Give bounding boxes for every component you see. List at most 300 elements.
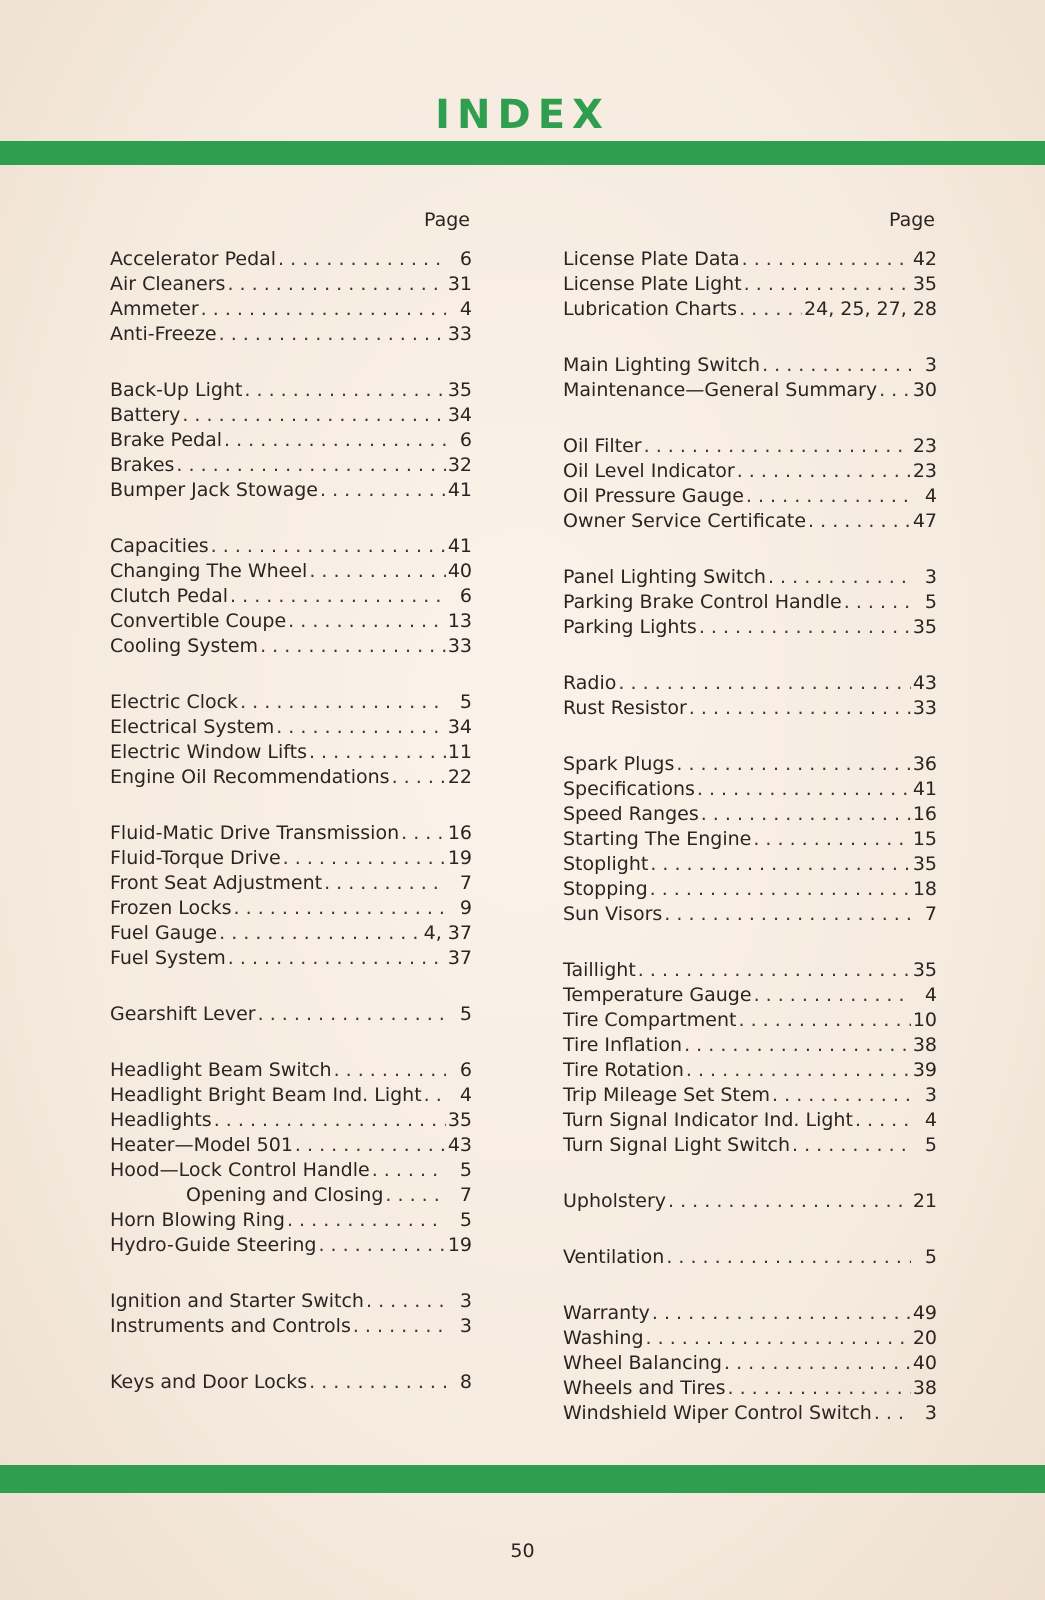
entry-label: Warranty	[563, 1302, 650, 1324]
dot-leader	[879, 378, 911, 403]
dot-leader	[385, 1183, 446, 1208]
dot-leader	[753, 827, 910, 852]
entry-label: Oil Level Indicator	[563, 460, 735, 482]
index-group	[110, 1370, 472, 1395]
index-entry	[563, 272, 937, 297]
index-entry	[563, 509, 937, 534]
index-group	[563, 247, 937, 322]
index-entry	[563, 1245, 937, 1270]
index-group	[563, 671, 937, 721]
dot-leader	[334, 1058, 446, 1083]
index-entry	[563, 1326, 937, 1351]
entry-label: Electric Window Lifts	[110, 741, 307, 763]
index-entry	[563, 615, 937, 640]
entry-label: Stopping	[563, 878, 648, 900]
index-entry	[110, 1208, 472, 1233]
index-entry	[110, 1083, 472, 1108]
index-entry	[110, 453, 472, 478]
index-entry	[110, 297, 472, 322]
dot-leader	[744, 272, 911, 297]
index-entry	[563, 671, 937, 696]
entry-label: Windshield Wiper Control Switch	[563, 1402, 872, 1424]
page-title: INDEX	[435, 92, 610, 138]
entry-label: Accelerator Pedal	[110, 248, 277, 270]
dot-leader	[353, 1314, 446, 1339]
left-page-header: Page	[424, 209, 470, 231]
entry-page: 4, 37	[423, 922, 472, 944]
dot-leader	[650, 877, 911, 902]
dot-leader	[309, 1370, 446, 1395]
entry-label: Gearshift Lever	[110, 1003, 256, 1025]
index-entry	[110, 1314, 472, 1339]
index-group	[563, 1189, 937, 1214]
index-entry	[110, 846, 472, 871]
entry-page: 34	[447, 404, 472, 426]
dot-leader	[227, 272, 445, 297]
dot-leader	[230, 584, 446, 609]
entry-label: Maintenance—General Summary	[563, 379, 878, 401]
index-entry	[110, 403, 472, 428]
index-entry	[563, 1083, 937, 1108]
dot-leader	[754, 983, 911, 1008]
entry-label: Changing The Wheel	[110, 560, 308, 582]
entry-page: 43	[912, 672, 937, 694]
entry-page: 6	[459, 585, 472, 607]
entry-label: Fuel Gauge	[110, 922, 218, 944]
entry-page: 7	[924, 903, 937, 925]
entry-page: 21	[912, 1190, 937, 1212]
index-entry	[563, 852, 937, 877]
dot-leader	[701, 802, 911, 827]
dot-leader	[742, 247, 911, 272]
index-entry	[563, 1401, 937, 1426]
index-entry	[110, 428, 472, 453]
entry-page: 5	[924, 1246, 937, 1268]
entry-page: 5	[459, 691, 472, 713]
dot-leader	[278, 247, 446, 272]
entry-label: Tire Compartment	[563, 1009, 737, 1031]
entry-page: 7	[459, 872, 472, 894]
entry-label: Oil Pressure Gauge	[563, 485, 744, 507]
entry-page: 5	[459, 1209, 472, 1231]
dot-leader	[401, 821, 446, 846]
entry-label: Electrical System	[110, 716, 275, 738]
entry-page: 22	[447, 766, 472, 788]
entry-label: Heater—Model 501	[110, 1134, 293, 1156]
index-entry	[110, 896, 472, 921]
index-entry	[563, 696, 937, 721]
entry-label: Engine Oil Recommendations	[110, 766, 390, 788]
entry-label: Temperature Gauge	[563, 984, 752, 1006]
index-entry	[110, 740, 472, 765]
index-group	[110, 1289, 472, 1339]
dot-leader	[646, 1326, 911, 1351]
bottom-green-band	[0, 1465, 1045, 1493]
entry-label: Convertible Coupe	[110, 610, 287, 632]
index-entry	[110, 534, 472, 559]
entry-page: 38	[912, 1034, 937, 1056]
entry-page: 10	[912, 1009, 937, 1031]
index-entry	[110, 821, 472, 846]
dot-leader	[295, 1133, 446, 1158]
dot-leader	[240, 690, 446, 715]
index-entry	[110, 1108, 472, 1133]
index-entry	[110, 1058, 472, 1083]
index-group	[563, 353, 937, 403]
dot-leader	[666, 1245, 911, 1270]
dot-leader	[424, 1083, 446, 1108]
entry-page: 35	[912, 616, 937, 638]
index-entry	[563, 247, 937, 272]
entry-label: Radio	[563, 672, 617, 694]
dot-leader	[737, 459, 911, 484]
index-entry	[110, 1002, 472, 1027]
entry-page: 37	[447, 947, 472, 969]
entry-page: 9	[459, 897, 472, 919]
entry-page: 41	[447, 479, 472, 501]
entry-label: Front Seat Adjustment	[110, 872, 323, 894]
dot-leader	[874, 1401, 911, 1426]
index-group	[110, 1058, 472, 1258]
entry-page: 5	[924, 1134, 937, 1156]
entry-page: 32	[447, 454, 472, 476]
index-entry	[563, 827, 937, 852]
dot-leader	[652, 1301, 911, 1326]
entry-page: 3	[924, 566, 937, 588]
index-group	[563, 1245, 937, 1270]
index-entry	[110, 1158, 472, 1183]
entry-label: Fuel System	[110, 947, 226, 969]
entry-label: Rust Resistor	[563, 697, 687, 719]
left-index-column	[110, 205, 472, 1426]
dot-leader	[699, 615, 911, 640]
index-entry	[563, 484, 937, 509]
index-entry	[563, 378, 937, 403]
dot-leader	[258, 1002, 446, 1027]
index-entry	[563, 1033, 937, 1058]
entry-page: 4	[459, 1084, 472, 1106]
dot-leader	[182, 403, 445, 428]
entry-label: Capacities	[110, 535, 209, 557]
entry-label: Panel Lighting Switch	[563, 566, 766, 588]
entry-page: 49	[912, 1302, 937, 1324]
index-entry	[110, 322, 472, 347]
index-entry	[110, 478, 472, 503]
entry-page: 4	[924, 1109, 937, 1131]
entry-label: Keys and Door Locks	[110, 1371, 308, 1393]
index-entry	[110, 378, 472, 403]
index-entry	[563, 752, 937, 777]
entry-page: 3	[924, 1402, 937, 1424]
entry-label: Brake Pedal	[110, 429, 222, 451]
dot-leader	[618, 671, 910, 696]
index-entry	[563, 983, 937, 1008]
index-entry	[110, 634, 472, 659]
dot-leader	[392, 765, 446, 790]
index-entry	[110, 272, 472, 297]
index-entry	[563, 877, 937, 902]
index-entry	[110, 1183, 472, 1208]
dot-leader	[276, 715, 446, 740]
entry-label: Back-Up Light	[110, 379, 243, 401]
dot-leader	[728, 1376, 911, 1401]
entry-label: Instruments and Controls	[110, 1315, 351, 1337]
dot-leader	[844, 590, 911, 615]
entry-label: Frozen Locks	[110, 897, 232, 919]
entry-page: 42	[912, 248, 937, 270]
index-entry	[110, 690, 472, 715]
entry-page: 3	[459, 1315, 472, 1337]
dot-leader	[668, 1189, 911, 1214]
entry-page: 5	[459, 1159, 472, 1181]
entry-label: Trip Mileage Set Stem	[563, 1084, 771, 1106]
entry-page: 6	[459, 429, 472, 451]
index-entry	[563, 1376, 937, 1401]
entry-label: Headlight Beam Switch	[110, 1059, 332, 1081]
entry-label: Ammeter	[110, 298, 199, 320]
right-page-header: Page	[889, 209, 935, 231]
entry-page: 34	[447, 716, 472, 738]
index-entry	[563, 1058, 937, 1083]
index-entry	[563, 902, 937, 927]
top-green-band	[0, 141, 1045, 165]
index-entry	[110, 1289, 472, 1314]
index-entry	[110, 559, 472, 584]
entry-label: Hydro-Guide Steering	[110, 1234, 317, 1256]
entry-page: 30	[912, 379, 937, 401]
index-entry	[110, 715, 472, 740]
left-index-list	[110, 247, 472, 1395]
dot-leader	[366, 1289, 446, 1314]
entry-page: 11	[447, 741, 472, 763]
entry-label: Turn Signal Indicator Ind. Light	[563, 1109, 853, 1131]
index-entry	[563, 353, 937, 378]
entry-label: Upholstery	[563, 1190, 667, 1212]
index-entry	[563, 1189, 937, 1214]
index-entry	[110, 1233, 472, 1258]
dot-leader	[664, 902, 911, 927]
dot-leader	[772, 1083, 911, 1108]
dot-leader	[762, 353, 911, 378]
entry-page: 38	[912, 1377, 937, 1399]
index-entry	[563, 802, 937, 827]
dot-leader	[724, 1351, 911, 1376]
index-entry	[110, 1370, 472, 1395]
entry-page: 35	[447, 1109, 472, 1131]
dot-leader	[697, 777, 911, 802]
index-entry	[563, 590, 937, 615]
dot-leader	[283, 846, 446, 871]
entry-label: Parking Brake Control Handle	[563, 591, 842, 613]
entry-page: 7	[459, 1184, 472, 1206]
entry-page: 33	[447, 323, 472, 345]
dot-leader	[320, 478, 446, 503]
entry-label: Spark Plugs	[563, 753, 675, 775]
entry-page: 19	[447, 1234, 472, 1256]
entry-label: Washing	[563, 1327, 644, 1349]
dot-leader	[738, 1008, 910, 1033]
dot-leader	[650, 852, 911, 877]
entry-page: 3	[924, 354, 937, 376]
entry-page: 4	[924, 485, 937, 507]
index-entry	[110, 584, 472, 609]
entry-page: 23	[912, 435, 937, 457]
index-group	[563, 565, 937, 640]
entry-page: 3	[924, 1084, 937, 1106]
index-entry	[110, 765, 472, 790]
entry-label: Hood—Lock Control Handle	[110, 1159, 370, 1181]
dot-leader	[318, 1233, 445, 1258]
dot-leader	[689, 696, 911, 721]
entry-label: Parking Lights	[563, 616, 697, 638]
entry-label: Clutch Pedal	[110, 585, 229, 607]
index-group	[110, 534, 472, 659]
dot-leader	[234, 896, 446, 921]
entry-label: Brakes	[110, 454, 175, 476]
entry-label: Main Lighting Switch	[563, 354, 761, 376]
index-group	[563, 1301, 937, 1426]
entry-label: License Plate Light	[563, 273, 742, 295]
entry-page: 36	[912, 753, 937, 775]
entry-label: Electric Clock	[110, 691, 239, 713]
index-entry	[563, 1351, 937, 1376]
entry-label: Headlights	[110, 1109, 212, 1131]
entry-page: 33	[447, 635, 472, 657]
entry-label: Horn Blowing Ring	[110, 1209, 285, 1231]
dot-leader	[324, 871, 446, 896]
dot-leader	[309, 559, 445, 584]
entry-page: 35	[912, 959, 937, 981]
entry-label: License Plate Data	[563, 248, 740, 270]
dot-leader	[309, 740, 446, 765]
entry-page: 39	[912, 1059, 937, 1081]
entry-label: Lubrication Charts	[563, 298, 738, 320]
dot-leader	[201, 297, 446, 322]
index-entry	[110, 921, 472, 946]
entry-page: 16	[447, 822, 472, 844]
entry-label: Bumper Jack Stowage	[110, 479, 318, 501]
entry-label: Air Cleaners	[110, 273, 226, 295]
entry-page: 35	[912, 853, 937, 875]
entry-page: 19	[447, 847, 472, 869]
page-number: 50	[510, 1540, 535, 1562]
index-entry	[110, 946, 472, 971]
dot-leader	[855, 1108, 911, 1133]
entry-page: 40	[447, 560, 472, 582]
index-entry	[563, 777, 937, 802]
index-entry	[563, 297, 937, 322]
entry-label: Anti-Freeze	[110, 323, 217, 345]
index-group	[563, 434, 937, 534]
entry-label: Specifications	[563, 778, 695, 800]
dot-leader	[214, 1108, 446, 1133]
dot-leader	[219, 322, 446, 347]
dot-leader	[739, 297, 802, 322]
entry-label: Wheels and Tires	[563, 1377, 726, 1399]
entry-page: 47	[912, 510, 937, 532]
entry-label: Tire Inflation	[563, 1034, 683, 1056]
entry-page: 4	[924, 984, 937, 1006]
entry-label: Ignition and Starter Switch	[110, 1290, 364, 1312]
dot-leader	[176, 453, 445, 478]
index-group	[110, 378, 472, 503]
right-index-list	[563, 247, 937, 1426]
entry-label: Cooling System	[110, 635, 259, 657]
index-entry	[563, 1108, 937, 1133]
index-group	[110, 821, 472, 971]
entry-label: Owner Service Certificate	[563, 510, 807, 532]
dot-leader	[228, 946, 446, 971]
dot-leader	[224, 428, 446, 453]
entry-page: 20	[912, 1327, 937, 1349]
dot-leader	[684, 1033, 911, 1058]
dot-leader	[676, 752, 910, 777]
entry-page: 35	[447, 379, 472, 401]
entry-page: 5	[459, 1003, 472, 1025]
entry-page: 6	[459, 248, 472, 270]
entry-label: Stoplight	[563, 853, 649, 875]
entry-page: 13	[447, 610, 472, 632]
index-group	[110, 247, 472, 347]
dot-leader	[372, 1158, 446, 1183]
dot-leader	[792, 1133, 911, 1158]
dot-leader	[686, 1058, 911, 1083]
entry-page: 5	[924, 591, 937, 613]
index-group	[563, 958, 937, 1158]
index-entry	[110, 1133, 472, 1158]
index-entry	[563, 565, 937, 590]
entry-page: 35	[912, 273, 937, 295]
entry-label: Sun Visors	[563, 903, 663, 925]
entry-page: 6	[459, 1059, 472, 1081]
entry-label: Fluid-Torque Drive	[110, 847, 281, 869]
entry-page: 8	[459, 1371, 472, 1393]
entry-label: Tire Rotation	[563, 1059, 684, 1081]
dot-leader	[808, 509, 911, 534]
entry-label: Speed Ranges	[563, 803, 699, 825]
entry-page: 33	[912, 697, 937, 719]
dot-leader	[746, 484, 911, 509]
entry-label: Ventilation	[563, 1246, 665, 1268]
index-group	[563, 752, 937, 927]
entry-label: Turn Signal Light Switch	[563, 1134, 790, 1156]
dot-leader	[644, 434, 911, 459]
index-group	[110, 690, 472, 790]
dot-leader	[244, 378, 445, 403]
entry-page: 15	[912, 828, 937, 850]
index-entry	[563, 1008, 937, 1033]
index-entry	[563, 434, 937, 459]
dot-leader	[288, 609, 446, 634]
entry-label: Opening and Closing	[186, 1184, 384, 1206]
dot-leader	[638, 958, 911, 983]
dot-leader	[260, 634, 446, 659]
entry-page: 23	[912, 460, 937, 482]
entry-page: 31	[447, 273, 472, 295]
entry-page: 43	[447, 1134, 472, 1156]
index-entry	[110, 609, 472, 634]
entry-page: 4	[459, 298, 472, 320]
entry-page: 3	[459, 1290, 472, 1312]
index-entry	[563, 1301, 937, 1326]
entry-page: 18	[912, 878, 937, 900]
index-entry	[110, 871, 472, 896]
entry-page: 41	[912, 778, 937, 800]
index-entry	[110, 247, 472, 272]
entry-label: Fluid-Matic Drive Transmission	[110, 822, 400, 844]
entry-label: Starting The Engine	[563, 828, 752, 850]
dot-leader	[219, 921, 422, 946]
